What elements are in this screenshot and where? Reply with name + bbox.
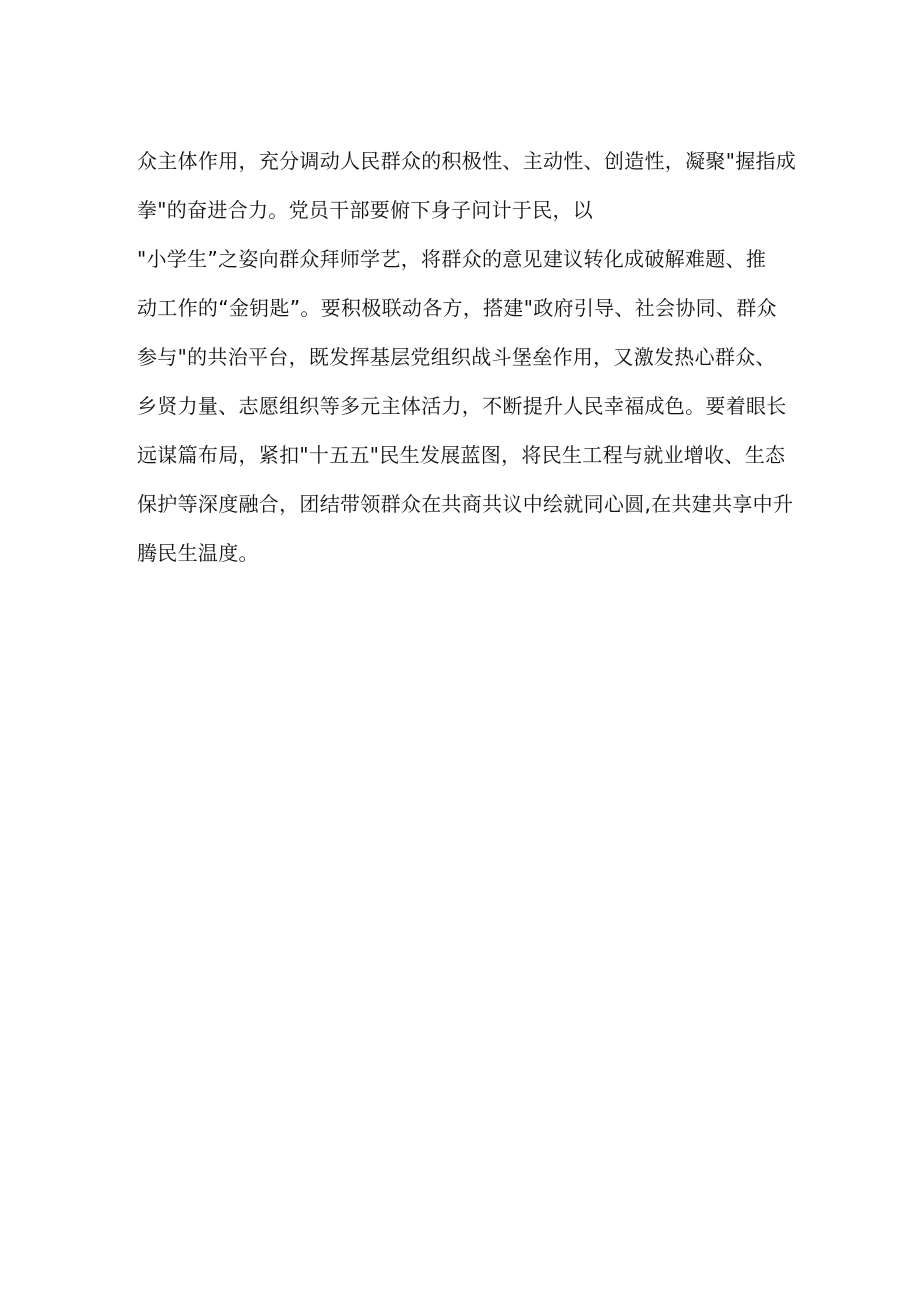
paragraph-line: "小学生”之姿向群众拜师学艺，将群众的意见建议转化成破解难题、推 bbox=[137, 247, 767, 271]
paragraph-line: 乡贤力量、志愿组织等多元主体活力，不断提升人民幸福成色。要着眼长 bbox=[137, 394, 787, 418]
paragraph-line: 众主体作用，充分调动人民群众的积极性、主动性、创造性，凝聚"握指成 bbox=[137, 149, 797, 173]
paragraph-line: 拳"的奋进合力。党员干部要俯下身子问计于民，以 bbox=[137, 198, 594, 222]
paragraph-line: 腾民生温度。 bbox=[137, 541, 259, 565]
paragraph-line: 保护等深度融合，团结带领群众在共商共议中绘就同心圆,在共建共享中升 bbox=[137, 492, 794, 516]
body-paragraph bbox=[137, 137, 797, 578]
paragraph-line: 动工作的“金钥匙”。要积极联动各方，搭建"政府引导、社会协同、群众 bbox=[137, 296, 777, 320]
paragraph-line: 远谋篇布局，紧扣"十五五"民生发展蓝图，将民生工程与就业增收、生态 bbox=[137, 443, 786, 467]
paragraph-line: 参与"的共治平台，既发挥基层党组织战斗堡垒作用，又激发热心群众、 bbox=[137, 345, 776, 369]
